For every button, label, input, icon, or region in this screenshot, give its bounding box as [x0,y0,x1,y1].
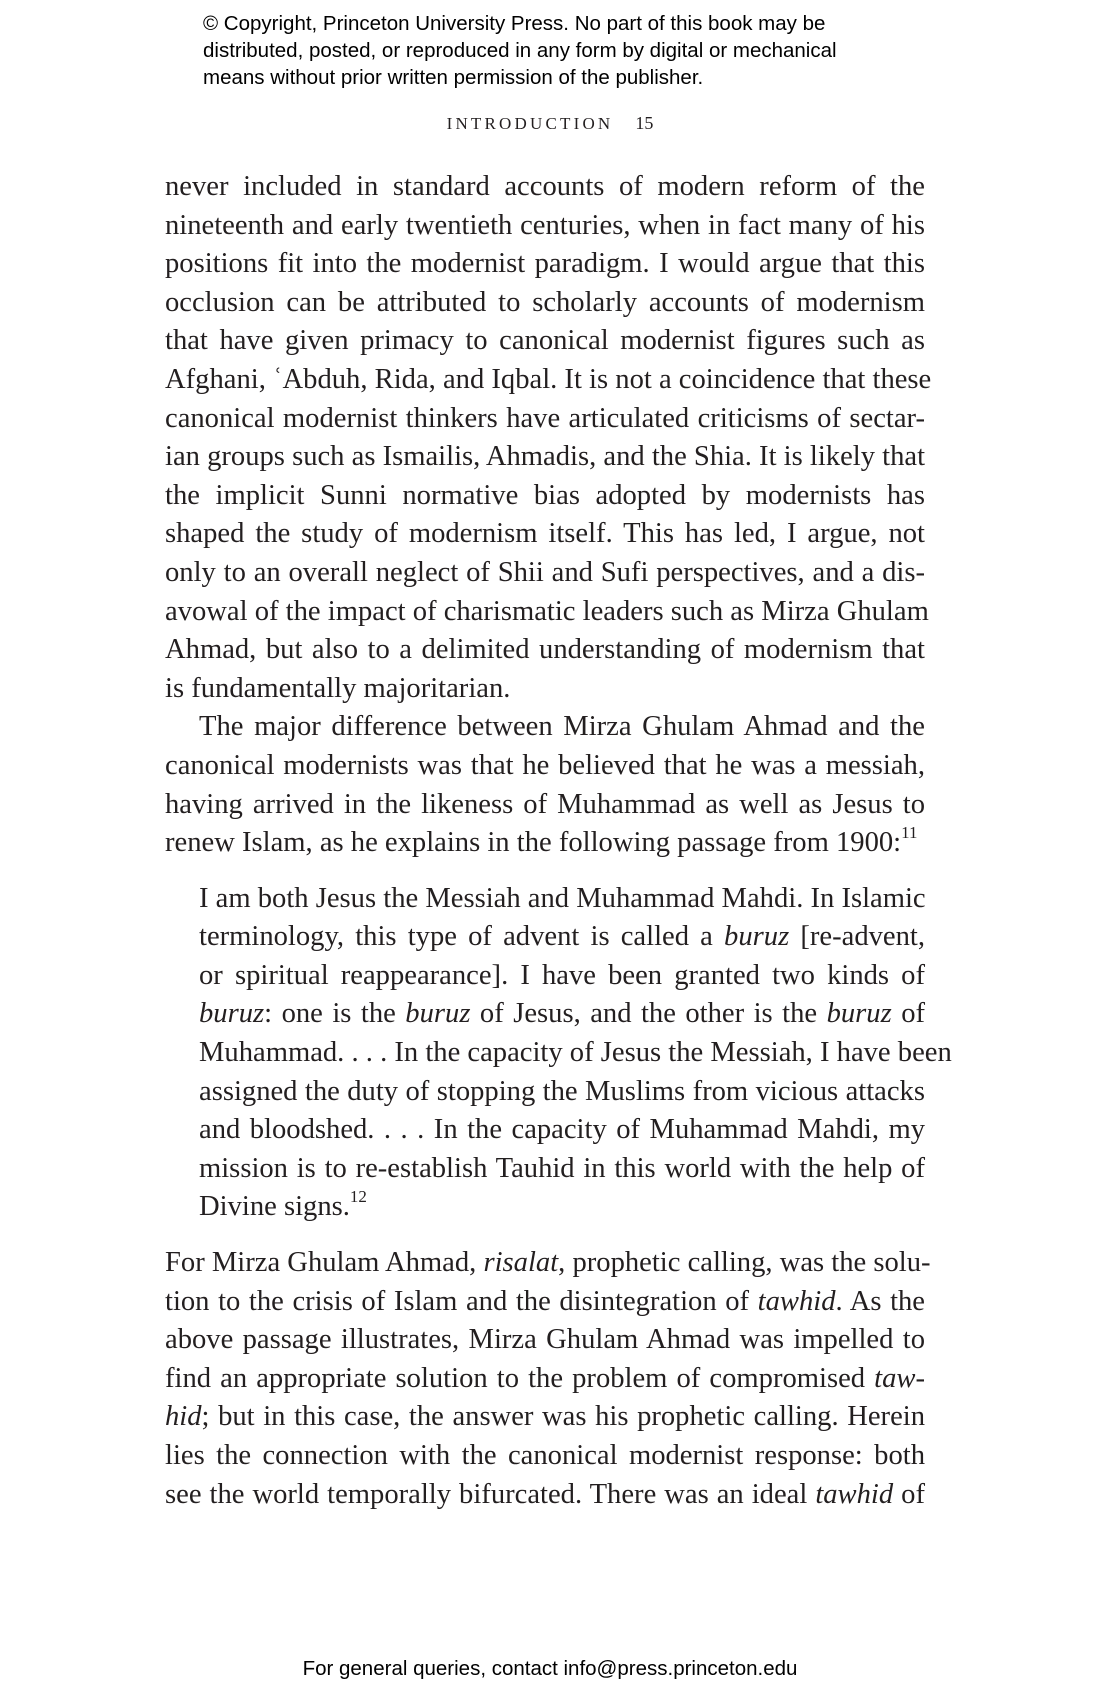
italic-term: risalat [483,1247,559,1279]
italic-term: buruz [724,921,790,953]
text-segment: [re-advent, [789,921,925,953]
text-segment: of [893,1478,925,1510]
text-segment: ; but in this case, the answer was his prophetic calling. Herein [201,1401,925,1433]
text-segment: see the world temporally bifurcated. There was an ideal [165,1478,816,1510]
text-line: the implicit Sunni normative bias adopted by modernists has [165,479,925,511]
text-segment: tion to the crisis of Islam and the disintegration of [165,1285,758,1317]
text-segment: of [891,998,926,1030]
text-line: Ahmad, but also to a delimited understanding of modernism that [165,634,925,666]
text-line [165,1360,925,1399]
text-segment: Divine signs. [199,1191,350,1223]
copyright-line: © Copyright, Princeton University Press. No part of this book may be [203,12,826,35]
text-segment: find an appropriate solution to the problem of compromised [165,1362,875,1394]
footnote-ref-12[interactable]: 12 [349,1187,367,1207]
italic-term: tawhid [815,1478,894,1510]
text-line [165,1283,925,1322]
text-line: never included in standard accounts of modern reform of the [165,171,925,202]
footer-contact: For general queries, contact info@press.princeton.edu [302,1657,798,1680]
italic-term: buruz [199,998,265,1030]
text-line: ian groups such as Ismailis, Ahmadis, and the Shia. It is likely that [165,441,926,473]
footnote-ref-11[interactable]: 11 [901,823,918,843]
running-head-section: INTRODUCTION [446,114,614,133]
text-line [165,1244,931,1283]
text-line: The major difference between Mirza Ghulam Ahmad and the [199,711,925,743]
italic-term: tawhid [757,1285,836,1317]
text-segment: . As the [835,1285,925,1317]
text-line: positions fit into the modernist paradigm. I would argue that this [165,248,925,280]
text-line: lies the connection with the canonical modernist response: both [165,1440,925,1471]
copyright-notice [203,10,923,91]
copyright-line: means without prior written permission of the publisher. [203,66,704,89]
paragraph-3 [165,1244,931,1514]
quote-line [199,918,925,957]
quote-line: assigned the duty of stopping the Muslims from vicious attacks [199,1075,925,1107]
italic-term: buruz [405,998,471,1030]
quote-line: mission is to re-establish Tauhid in this world with the help of [199,1152,925,1184]
text-line [165,1398,925,1437]
italic-term: hid [165,1401,202,1433]
text-line [165,1476,925,1515]
text-line: above passage illustrates, Mirza Ghulam Ahmad was impelled to [165,1324,925,1356]
text-line: avowal of the impact of charismatic leaders such as Mirza Ghulam [165,595,929,627]
text-line: that have given primacy to canonical modernist figures such as [165,325,925,357]
text-segment: , prophetic calling, was the solu- [558,1247,931,1279]
text-line: Afghani, ʿAbduh, Rida, and Iqbal. It is not a coincidence that these [165,363,932,395]
quote-line: Muhammad. . . . In the capacity of Jesus the Messiah, I have been [199,1037,952,1069]
text-line: canonical modernist thinkers have articulated criticisms of sectar- [165,402,925,434]
italic-term: buruz [826,998,892,1030]
quote-line [199,1188,925,1227]
quote-line: I am both Jesus the Messiah and Muhammad Mahdi. In Islamic [199,882,926,914]
text-segment: For Mirza Ghulam Ahmad, [165,1247,484,1279]
quote-line [199,995,925,1034]
body-text [165,168,952,1514]
quote-line: and bloodshed. . . . In the capacity of Muhammad Mahdi, my [199,1114,925,1146]
paragraph-2 [165,708,925,862]
block-quote [199,880,952,1227]
text-segment: terminology, this type of advent is called a [199,921,725,953]
quote-line: or spiritual reappearance]. I have been granted two kinds of [199,959,925,991]
text-line [165,824,925,863]
text-segment: : one is the [264,998,406,1030]
page-number: 15 [635,113,654,133]
paragraph-1 [165,168,932,708]
running-head [0,113,1100,134]
text-line: shaped the study of modernism itself. This has led, I argue, not [165,518,925,550]
text-line: only to an overall neglect of Shii and Sufi perspectives, and a dis- [165,556,925,588]
text-line: occlusion can be attributed to scholarly accounts of modernism [165,286,925,318]
text-line: nineteenth and early twentieth centuries, when in fact many of his [165,209,925,241]
copyright-line: distributed, posted, or reproduced in any form by digital or mechanical [203,39,837,62]
italic-term: taw- [874,1362,925,1394]
text-line: is fundamentally majoritarian. [165,672,511,704]
text-line: canonical modernists was that he believed that he was a messiah, [165,749,925,781]
text-segment: renew Islam, as he explains in the following passage from 1900: [165,827,902,859]
text-segment: of Jesus, and the other is the [470,998,827,1030]
text-line: having arrived in the likeness of Muhammad as well as Jesus to [165,788,925,820]
